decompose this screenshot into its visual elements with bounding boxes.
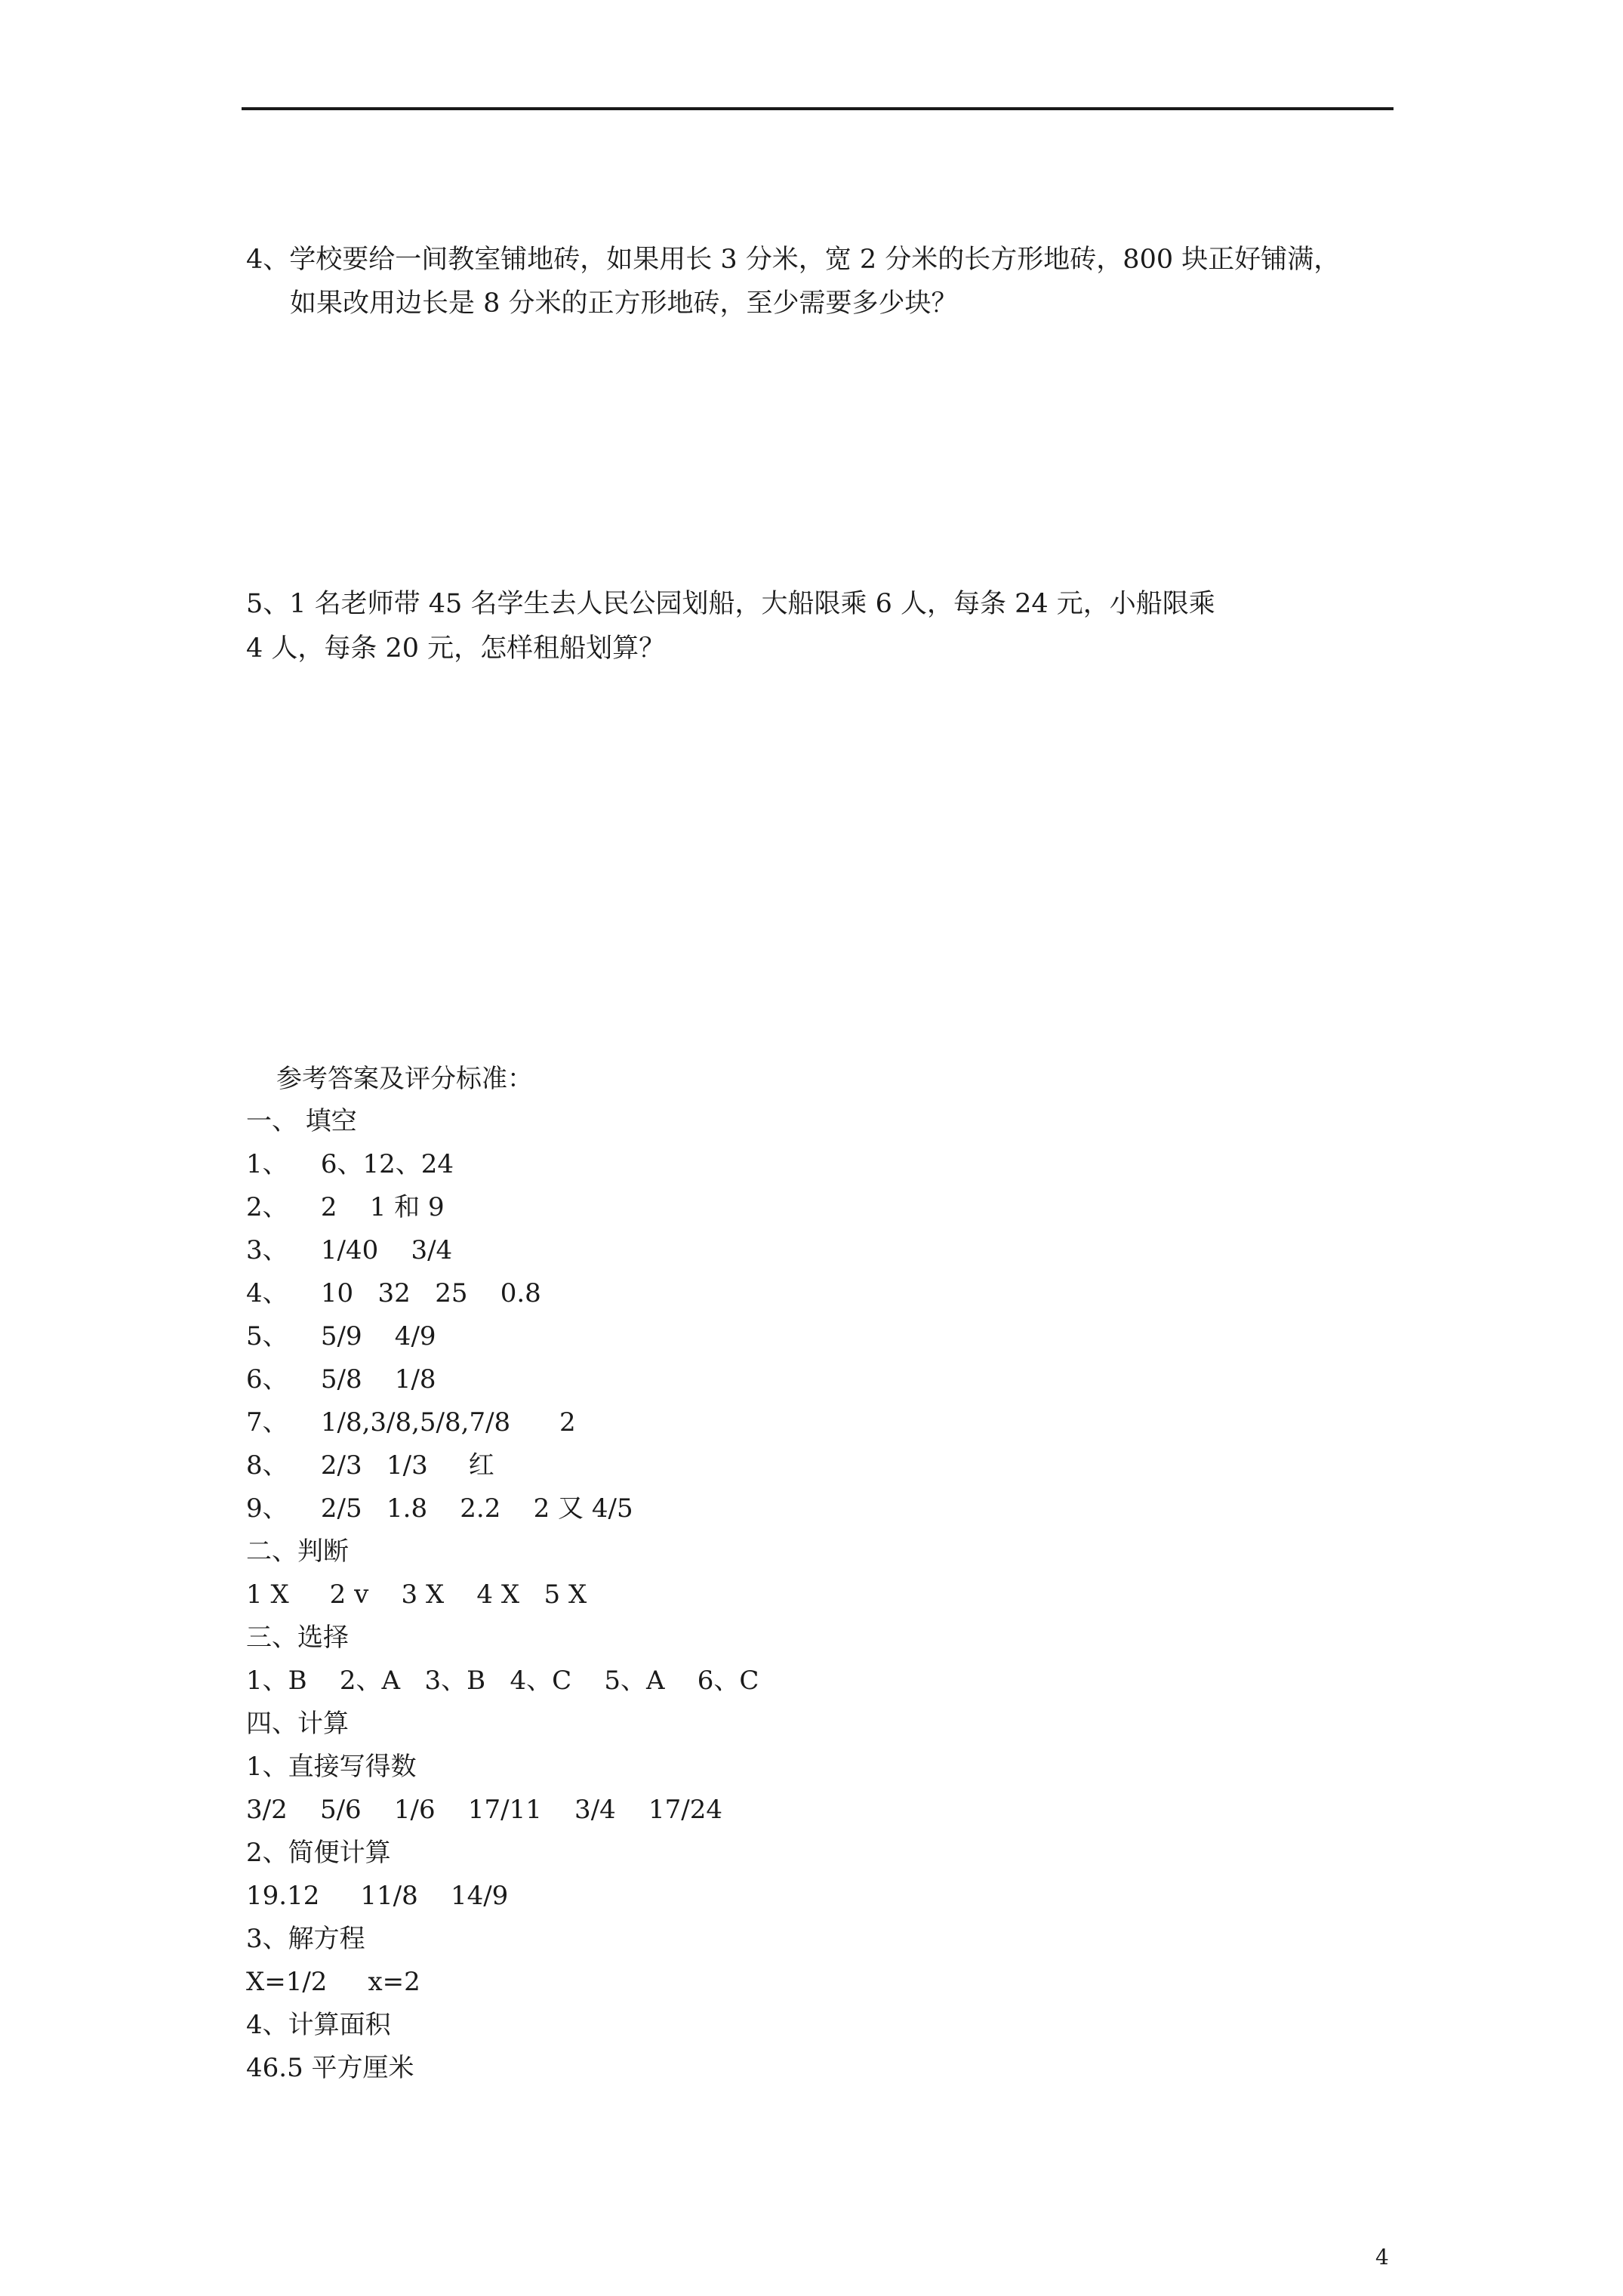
- problem-5-line-1: 5、1 名老师带 45 名学生去人民公园划船，大船限乘 6 人，每条 24 元，小船限乘: [246, 589, 1215, 619]
- page-number: 4: [1375, 2245, 1389, 2270]
- answer-line: 3/2 5/6 1/6 17/11 3/4 17/24: [246, 1795, 722, 1825]
- answer-line: 3、 1/40 3/4: [246, 1235, 453, 1265]
- answer-key-title: 参考答案及评分标准：: [276, 1064, 533, 1094]
- answer-line: 4、 10 32 25 0.8: [246, 1278, 541, 1308]
- answer-section-fill-in: 一、 填空: [246, 1106, 357, 1136]
- answer-line: X=1/2 x=2: [246, 1967, 420, 1997]
- answer-subsection: 4、计算面积: [246, 2010, 391, 2040]
- answer-section-choice: 三、选择: [246, 1623, 349, 1653]
- answer-subsection: 3、解方程: [246, 1924, 365, 1954]
- answer-line: 7、 1/8,3/8,5/8,7/8 2: [246, 1407, 576, 1438]
- problem-4-line-2: 如果改用边长是 8 分米的正方形地砖，至少需要多少块？: [290, 288, 958, 319]
- header-rule: [242, 107, 1394, 110]
- answer-line: 2、 2 1 和 9: [246, 1192, 445, 1222]
- answer-line: 8、 2/3 1/3 红: [246, 1450, 494, 1481]
- problem-5-line-2: 4 人，每条 20 元，怎样租船划算？: [246, 633, 666, 664]
- answer-line: 6、 5/8 1/8: [246, 1364, 436, 1395]
- answer-line: 19.12 11/8 14/9: [246, 1881, 509, 1911]
- answer-line: 1、 6、12、24: [246, 1149, 454, 1179]
- answer-section-calculation: 四、计算: [246, 1709, 349, 1739]
- answer-line: 5、 5/9 4/9: [246, 1321, 436, 1351]
- answer-subsection: 2、简便计算: [246, 1838, 391, 1868]
- answer-line: 9、 2/5 1.8 2.2 2 又 4/5: [246, 1493, 633, 1524]
- problem-4-line-1: 4、学校要给一间教室铺地砖，如果用长 3 分米，宽 2 分米的长方形地砖，800 块正好铺满，: [246, 245, 1341, 275]
- answer-section-judgement: 二、判断: [246, 1536, 349, 1567]
- answer-line: 1、B 2、A 3、B 4、C 5、A 6、C: [246, 1666, 759, 1696]
- answer-line: 46.5 平方厘米: [246, 2053, 414, 2083]
- answer-subsection: 1、直接写得数: [246, 1752, 417, 1782]
- answer-line: 1 X 2 v 3 X 4 X 5 X: [246, 1579, 587, 1610]
